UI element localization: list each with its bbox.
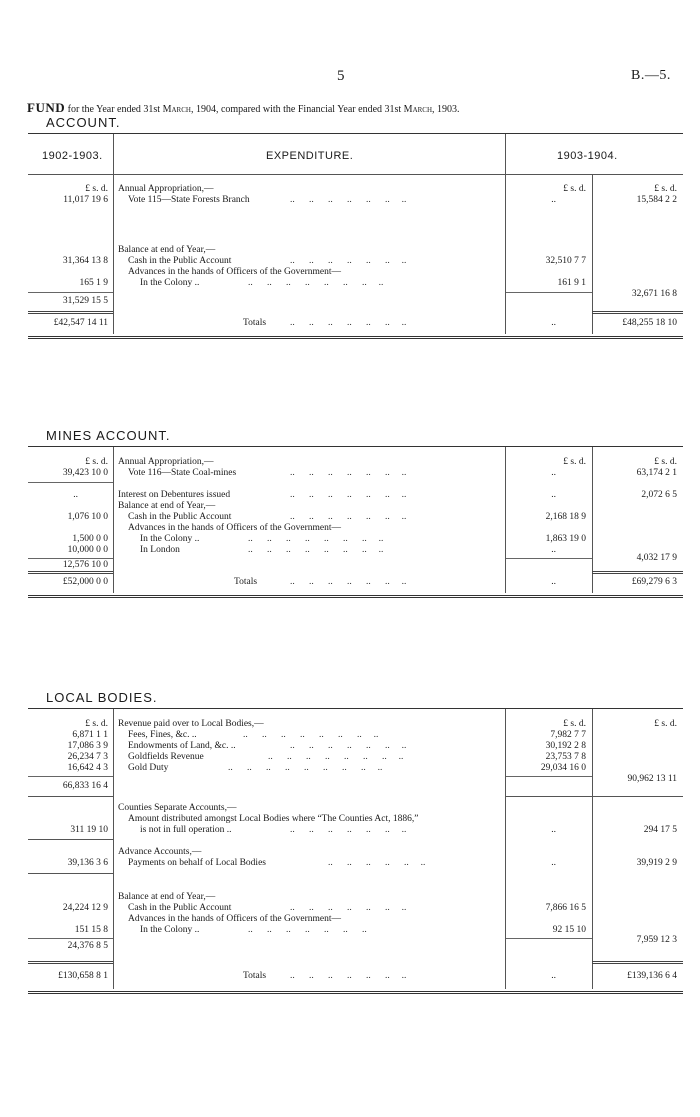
subtotal-rule	[28, 776, 113, 777]
column-header-prev-year: 1902-1903.	[42, 150, 103, 162]
units-prev: £ s. d.	[85, 719, 108, 729]
prev-value: 39,423 10 0	[62, 468, 108, 478]
mid-total: ..	[551, 577, 556, 587]
col-divider-1	[113, 447, 114, 593]
leader-dots: .. .. .. .. .. .. ..	[290, 490, 407, 500]
col-divider-1	[113, 709, 114, 989]
total-rule	[592, 311, 683, 314]
mid-value: ..	[551, 858, 556, 868]
units-mid: £ s. d.	[563, 457, 586, 467]
leader-dots: .. .. .. .. .. .. .. ..	[268, 752, 404, 762]
row-label: Balance at end of Year,—	[118, 501, 216, 511]
prev-value: 26,234 7 3	[67, 752, 108, 762]
right-total: £48,255 18 10	[622, 318, 677, 328]
prev-value: 10,000 0 0	[67, 545, 108, 555]
subtotal-rule	[506, 938, 592, 939]
section1-title: ACCOUNT.	[46, 115, 121, 130]
prev-subtotal: 24,376 8 5	[67, 941, 108, 951]
section3-title: LOCAL BODIES.	[46, 690, 158, 705]
prev-total: £42,547 14 11	[53, 318, 108, 328]
mid-value: 2,168 18 9	[545, 512, 586, 522]
right-subtotal: 32,671 16 8	[631, 289, 677, 299]
prev-value: 1,076 10 0	[67, 512, 108, 522]
fund-text-mid: , 1904, compared with the Financial Year ended 31st	[190, 104, 402, 115]
mid-value: ..	[551, 545, 556, 555]
subtotal-rule	[506, 292, 592, 293]
subtotal-rule	[28, 292, 113, 293]
row-label: Payments on behalf of Local Bodies	[128, 858, 266, 868]
right-subtotal: 90,962 13 11	[627, 774, 677, 784]
leader-dots: .. .. .. .. .. .. .. ..	[243, 730, 379, 740]
mid-value: 7,982 7 7	[550, 730, 586, 740]
prev-value: 16,642 4 3	[67, 763, 108, 773]
row-label: Advances in the hands of Officers of the Government—	[128, 267, 341, 277]
prev-subtotal: 66,833 16 4	[62, 781, 108, 791]
row-label: Amount distributed amongst Local Bodies where “The Counties Act, 1886,”	[128, 814, 419, 824]
mid-total: ..	[551, 971, 556, 981]
leader-dots: .. .. .. .. .. .. ..	[290, 741, 407, 751]
row-label: Gold Duty	[128, 763, 169, 773]
row-label: Vote 116—State Coal-mines	[128, 468, 237, 478]
section2-table	[28, 446, 683, 598]
row-label: Balance at end of Year,—	[118, 892, 216, 902]
row-label: Balance at end of Year,—	[118, 245, 216, 255]
totals-label: Totals	[234, 577, 258, 587]
fund-month-1: March	[162, 104, 191, 115]
prev-value: 24,224 12 9	[62, 903, 108, 913]
mid-value: 7,866 16 5	[545, 903, 586, 913]
row-label: Interest on Debentures issued	[118, 490, 231, 500]
row-label: Goldfields Revenue	[128, 752, 204, 762]
row-label: Revenue paid over to Local Bodies,—	[118, 719, 264, 729]
rule	[28, 482, 113, 483]
prev-value: 165 1 9	[79, 278, 108, 288]
prev-subtotal: 12,576 10 0	[62, 560, 108, 570]
prev-value: 31,364 13 8	[62, 256, 108, 266]
row-label: In the Colony ..	[140, 925, 200, 935]
mid-value: ..	[551, 468, 556, 478]
mid-value: ..	[551, 825, 556, 835]
units-prev: £ s. d.	[85, 184, 108, 194]
units-prev: £ s. d.	[85, 457, 108, 467]
right-value: 2,072 6 5	[641, 490, 677, 500]
totals-label: Totals	[243, 318, 267, 328]
mid-value: 23,753 7 8	[545, 752, 586, 762]
column-header-curr-year: 1903-1904.	[557, 150, 618, 162]
row-label: is not in full operation ..	[140, 825, 232, 835]
subtotal-rule	[28, 938, 113, 939]
prev-value: 311 19 10	[70, 825, 108, 835]
prev-value: 6,871 1 1	[72, 730, 108, 740]
page-number: 5	[337, 68, 345, 84]
col-divider-2	[505, 134, 506, 334]
total-rule	[592, 961, 683, 964]
row-label: In the Colony ..	[140, 534, 200, 544]
units-right: £ s. d.	[654, 719, 677, 729]
prev-value: 39,136 3 6	[67, 858, 108, 868]
fund-text-pre: for the Year ended 31st	[67, 104, 161, 115]
fund-heading	[27, 100, 460, 116]
section3-table	[28, 708, 683, 994]
totals-label: Totals	[243, 971, 267, 981]
section-rule	[28, 796, 113, 797]
mid-value: 1,863 19 0	[545, 534, 586, 544]
leader-dots: .. .. .. .. .. .. .. ..	[248, 278, 384, 288]
mid-value: 29,034 16 0	[540, 763, 586, 773]
leader-dots: .. .. .. .. .. .. ..	[290, 903, 407, 913]
leader-dots: .. .. .. .. .. .. ..	[290, 825, 407, 835]
right-total: £69,279 6 3	[631, 577, 677, 587]
leader-dots: .. .. .. .. .. .. ..	[290, 512, 407, 522]
mid-value: 32,510 7 7	[545, 256, 586, 266]
prev-value: ..	[73, 490, 78, 500]
col-divider-3	[592, 709, 593, 989]
leader-dots: .. .. .. .. .. .. .. ..	[248, 534, 384, 544]
leader-dots: .. .. .. .. .. .. ..	[290, 195, 407, 205]
col-divider-1	[113, 134, 114, 334]
units-mid: £ s. d.	[563, 184, 586, 194]
leader-dots: .. .. .. .. .. .. ..	[290, 577, 407, 587]
row-label: Fees, Fines, &c. ..	[128, 730, 197, 740]
section-rule	[28, 873, 113, 874]
column-header-expenditure: EXPENDITURE.	[266, 150, 354, 162]
units-mid: £ s. d.	[563, 719, 586, 729]
row-label: Advances in the hands of Officers of the Government—	[128, 914, 341, 924]
total-rule	[592, 571, 683, 574]
row-label: Advance Accounts,—	[118, 847, 202, 857]
leader-dots: .. .. .. .. .. .. .. ..	[248, 545, 384, 555]
prev-value: 151 15 8	[74, 925, 108, 935]
row-label: In the Colony ..	[140, 278, 200, 288]
prev-value: 17,086 3 9	[67, 741, 108, 751]
header-divider	[28, 174, 683, 175]
right-value: 39,919 2 9	[636, 858, 677, 868]
prev-value: 11,017 19 6	[63, 195, 108, 205]
row-label: Cash in the Public Account	[128, 512, 232, 522]
leader-dots: .. .. .. .. .. .. ..	[290, 256, 407, 266]
units-right: £ s. d.	[654, 457, 677, 467]
row-label: Endowments of Land, &c. ..	[128, 741, 236, 751]
right-subtotal: 4,032 17 9	[636, 553, 677, 563]
prev-subtotal: 31,529 15 5	[62, 296, 108, 306]
fund-text-post: , 1903.	[432, 104, 460, 115]
row-label: In London	[140, 545, 180, 555]
right-value: 15,584 2 2	[636, 195, 677, 205]
fund-word: FUND	[27, 100, 66, 115]
units-right: £ s. d.	[654, 184, 677, 194]
right-subtotal: 7,959 12 3	[636, 935, 677, 945]
row-label: Annual Appropriation,—	[118, 184, 214, 194]
section-rule	[506, 796, 683, 797]
mid-value: 92 15 10	[552, 925, 586, 935]
mid-value: ..	[551, 490, 556, 500]
row-label: Cash in the Public Account	[128, 256, 232, 266]
row-label: Vote 115—State Forests Branch	[128, 195, 250, 205]
leader-dots: .. .. .. .. .. .. ..	[248, 925, 367, 935]
right-value: 63,174 2 1	[636, 468, 677, 478]
prev-value: 1,500 0 0	[72, 534, 108, 544]
row-label: Advances in the hands of Officers of the Government—	[128, 523, 341, 533]
mid-value: ..	[551, 195, 556, 205]
fund-month-2: March	[403, 104, 433, 115]
leader-dots: .. .. .. .. .. .. .. .. ..	[228, 763, 383, 773]
mid-value: 161 9 1	[557, 278, 586, 288]
row-label: Annual Appropriation,—	[118, 457, 214, 467]
section2-title: MINES ACCOUNT.	[46, 428, 171, 443]
right-total: £139,136 6 4	[627, 971, 677, 981]
leader-dots: .. .. .. .. .. ..	[328, 858, 426, 868]
section1-table	[28, 133, 683, 339]
row-label: Counties Separate Accounts,—	[118, 803, 237, 813]
right-value: 294 17 5	[643, 825, 677, 835]
document-reference: B.—5.	[631, 68, 671, 83]
subtotal-rule	[506, 776, 592, 777]
section-rule	[28, 839, 113, 840]
leader-dots: .. .. .. .. .. .. ..	[290, 318, 407, 328]
total-rule	[28, 311, 113, 314]
leader-dots: .. .. .. .. .. .. ..	[290, 468, 407, 478]
mid-total: ..	[551, 318, 556, 328]
subtotal-rule	[506, 558, 592, 559]
prev-total: £52,000 0 0	[62, 577, 108, 587]
prev-total: £130,658 8 1	[58, 971, 108, 981]
row-label: Cash in the Public Account	[128, 903, 232, 913]
total-rule	[28, 571, 113, 574]
mid-value: 30,192 2 8	[545, 741, 586, 751]
leader-dots: .. .. .. .. .. .. ..	[290, 971, 407, 981]
subtotal-rule	[28, 558, 113, 559]
total-rule	[28, 961, 113, 964]
